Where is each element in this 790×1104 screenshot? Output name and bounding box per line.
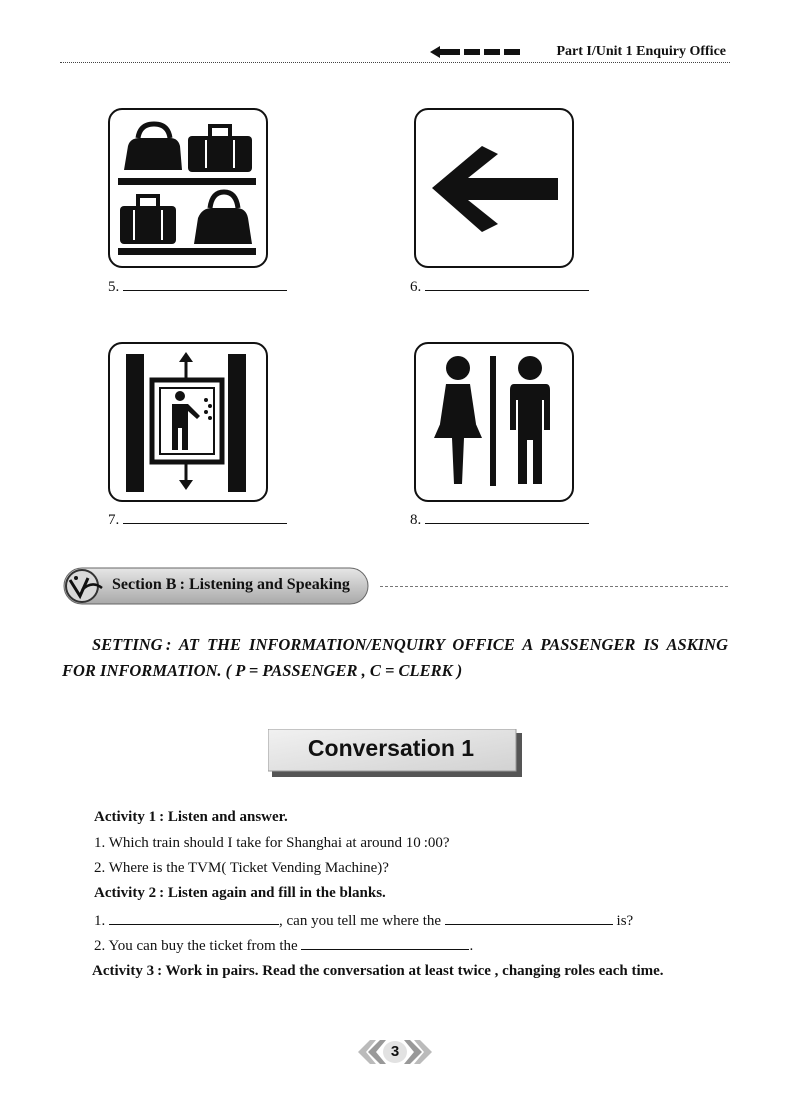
activity-2-blank-2[interactable] xyxy=(445,910,613,925)
activity-2-line-2-end: . xyxy=(469,938,474,954)
activity-2-line-2 xyxy=(94,935,473,955)
header-title: Part I/Unit 1 Enquiry Office xyxy=(556,44,726,59)
activity-1-question-1: 1. Which train should I take for Shanghai at around 10 :00? xyxy=(94,835,450,851)
sign-8-blank[interactable] xyxy=(425,509,589,524)
activity-2-line-1-text: , can you tell me where the xyxy=(279,913,442,929)
sign-5-blank[interactable] xyxy=(123,276,287,291)
sign-8-answer xyxy=(410,509,589,529)
sign-6-arrow xyxy=(414,108,574,268)
activity-2-blank-1[interactable] xyxy=(109,910,279,925)
page-number: 3 xyxy=(390,1043,400,1060)
luggage-shelf-icon xyxy=(110,110,266,266)
sign-7-number: 7. xyxy=(108,512,120,528)
activity-2-line-1-end: is? xyxy=(616,913,634,929)
activity-2-line-2-text: 2. You can buy the ticket from the xyxy=(94,938,298,954)
activity-2-line-1-number: 1. xyxy=(94,913,106,929)
setting-text: SETTING : AT THE INFORMATION/ENQUIRY OFFICE A PASSENGER IS ASKING FOR INFORMATION. ( P = PASSENGER , C = CLERK ) xyxy=(62,635,728,680)
activity-2-line-1 xyxy=(94,910,633,930)
sign-5-answer xyxy=(108,276,287,296)
sign-7-answer xyxy=(108,509,287,529)
sign-6-number: 6. xyxy=(410,279,422,295)
header-divider xyxy=(60,62,730,63)
restroom-icon xyxy=(416,344,572,500)
elevator-icon xyxy=(110,344,266,500)
sign-7-elevator xyxy=(108,342,268,502)
activity-2-heading: Activity 2 : Listen again and fill in the blanks. xyxy=(94,885,386,901)
activity-3-text: Activity 3 : Work in pairs. Read the conversation at least twice , changing roles each time. xyxy=(92,963,664,979)
conversation-1-title: Conversation 1 xyxy=(307,735,475,761)
sign-8-restroom xyxy=(414,342,574,502)
activity-1-question-2: 2. Where is the TVM( Ticket Vending Machine)? xyxy=(94,860,389,876)
sign-6-blank[interactable] xyxy=(425,276,589,291)
sign-8-number: 8. xyxy=(410,512,422,528)
sign-6-answer xyxy=(410,276,589,296)
activity-1-heading: Activity 1 : Listen and answer. xyxy=(94,809,288,825)
header-arrow-icon xyxy=(430,45,525,57)
activity-2-blank-3[interactable] xyxy=(301,935,469,950)
sign-5-luggage xyxy=(108,108,268,268)
sign-5-number: 5. xyxy=(108,279,120,295)
section-b-title: Section B : Listening and Speaking xyxy=(112,576,350,593)
left-arrow-icon xyxy=(416,110,572,266)
sign-7-blank[interactable] xyxy=(123,509,287,524)
section-b-divider xyxy=(380,586,728,587)
